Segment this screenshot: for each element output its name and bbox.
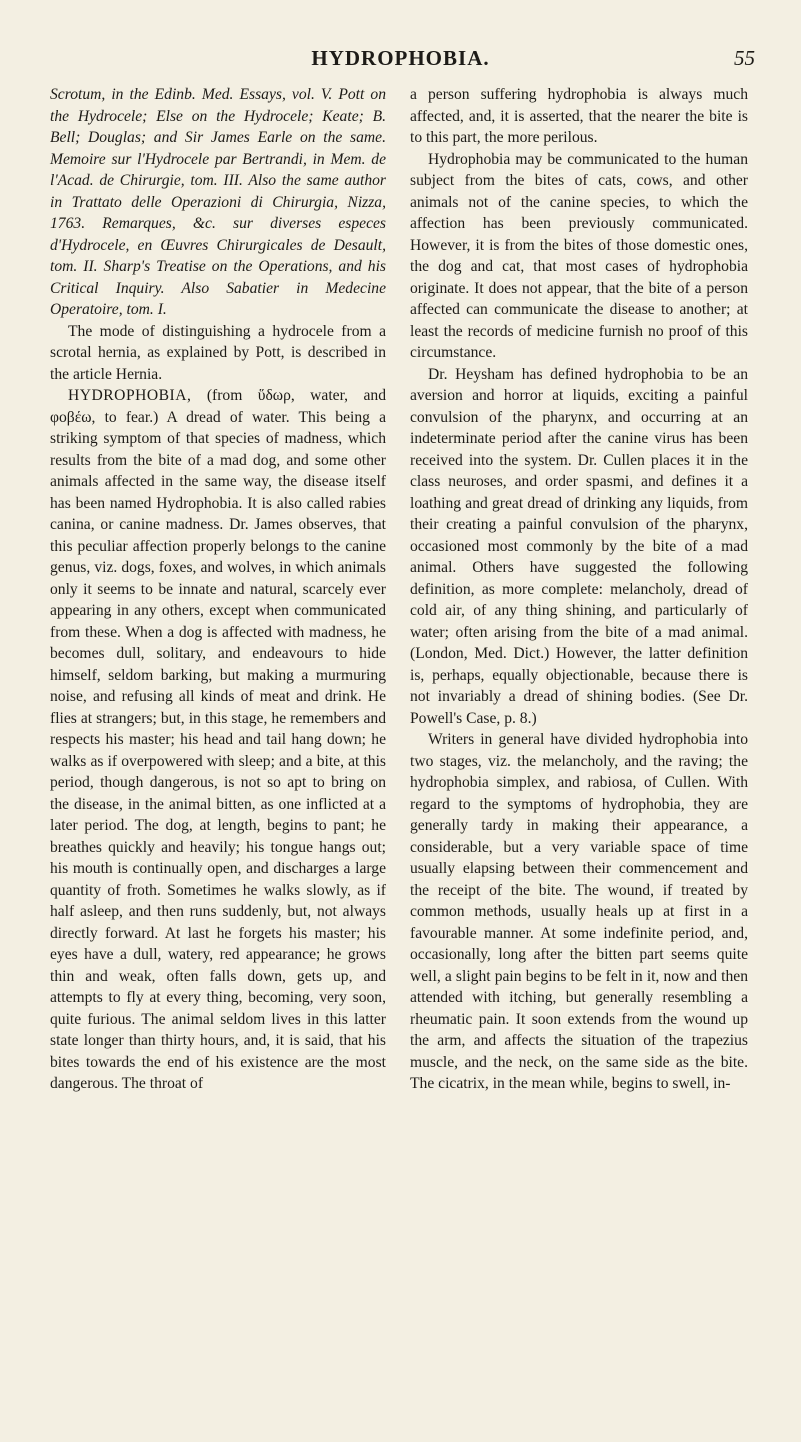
hydrophobia-entry	[50, 385, 386, 1095]
paragraph: Writers in general have divided hydrophobia into two stages, viz. the melancholy, and the raving; the hydrophobia simplex, and rabiosa, of Cullen. With regard to the symptoms of hydrophobia, they are generally tardy in making their appearance, a considerable, but a very variable space of time usually elapsing between their commencement and the receipt of the bite. The wound, if treated by common methods, usually heals up at first in a favourable manner. At some indefinite period, and, occasionally, long after the bitten part seems quite well, a slight pain begins to be felt in it, now and then attended with itching, but generally resembling a rheumatic pain. It soon extends from the wound up the arm, and affects the situation of the trapezius muscle, and the neck, on the same side as the bite. The cicatrix, in the mean while, begins to swell, in-	[410, 731, 748, 1092]
paragraph: The mode of distinguishing a hydrocele from a scrotal hernia, as explained by Pott, is described in the article Hernia.	[50, 322, 386, 383]
references-paragraph: Scrotum, in the Edinb. Med. Essays, vol. V. Pott on the Hydrocele; Else on the Hydrocele; Keate; B. Bell; Douglas; and Sir James Earle on the same. Memoire sur l'Hydrocele par Bertrandi, in Mem. de l'Acad. de Chirurgie, tom. III. Also the same author in Trattato delle Operazioni di Chirurgia, Nizza, 1763. Remarques, &c. sur diverses especes d'Hydrocele, en Œuvres Chirurgicales de Desault, tom. II. Sharp's Treatise on the Operations, and his Critical Inquiry. Also Sabatier in Medecine Operatoire, tom. I.	[50, 86, 386, 318]
entry-heading: HYDROPHOBIA,	[68, 387, 192, 404]
entry-text: (from ὕδωρ, water, and φοβέω, to fear.) A dread of water. This being a striking symptom of that species of madness, which results from the bite of a mad dog, and some other animals affected in the same way, the disease itself has been named Hydrophobia. It is also called rabies canina, or canine madness. Dr. James observes, that this peculiar affection properly belongs to the canine genus, viz. dogs, foxes, and wolves, in which animals only it seems to be innate and natural, scarcely ever appearing in any others, except when communicated from these. When a dog is affected with madness, he becomes dull, solitary, and endeavours to hide himself, seldom barking, but making a murmuring noise, and refusing all kinds of meat and drink. He flies at strangers; but, in this stage, he remembers and respects his master; his head and tail hang down; he walks as if overpowered with sleep; and a bite, at this period, though dangerous, is not so apt to bring on the disease, in the animal bitten, as one inflicted at a later period. The dog, at length, begins to pant; he breathes quickly and heavily; his tongue hangs out; his mouth is continually open, and discharges a large quantity of froth. Sometimes he walks slowly, as if half asleep, and then runs suddenly, but, not always directly forward. At last he forgets his master; his eyes have a dull, watery, red appearance; he grows thin and weak, often falls down, gets up, and attempts to fly at every thing, becoming, very soon, quite furious. The animal seldom lives in this latter state longer than thirty hours, and, it is said, that his bites towards the end of his existence are the most dangerous. The throat of	[50, 387, 386, 1092]
left-column	[50, 84, 386, 1095]
paragraph: Dr. Heysham has defined hydrophobia to be an aversion and horror at liquids, exciting a painful convulsion of the pharynx, and occurring at an indeterminate period after the canine virus has been received into the system. Dr. Cullen places it in the class neuroses, and order spasmi, and defines it a loathing and great dread of drinking any liquids, from their creating a painful convulsion of the pharynx, occasioned most commonly by the bite of a mad animal. Others have suggested the following definition, as more complete: melancholy, dread of cold air, of any thing shining, and particularly of water; often arising from the bite of a mad animal. (London, Med. Dict.) However, the latter definition is, perhaps, equally objectionable, because there is not invariably a dread of shining bodies. (See Dr. Powell's Case, p. 8.)	[410, 365, 748, 727]
running-title: HYDROPHOBIA.	[311, 46, 490, 70]
paragraph: Hydrophobia may be communicated to the human subject from the bites of cats, cows, and other animals not of the canine species, to which the affection has been previously communicated. However, it is from the bites of those domestic ones, the dog and cat, that most cases of hydrophobia originate. It does not appear, that the bite of a person affected can communicate the disease to another; at least the records of medicine furnish no proof of this circumstance.	[410, 150, 748, 361]
page-header	[0, 46, 801, 74]
paragraph: a person suffering hydrophobia is always much affected, and, it is asserted, that the nearer the bite is to this part, the more perilous.	[410, 86, 748, 146]
right-column	[410, 84, 748, 1095]
page-number: 55	[734, 46, 755, 70]
